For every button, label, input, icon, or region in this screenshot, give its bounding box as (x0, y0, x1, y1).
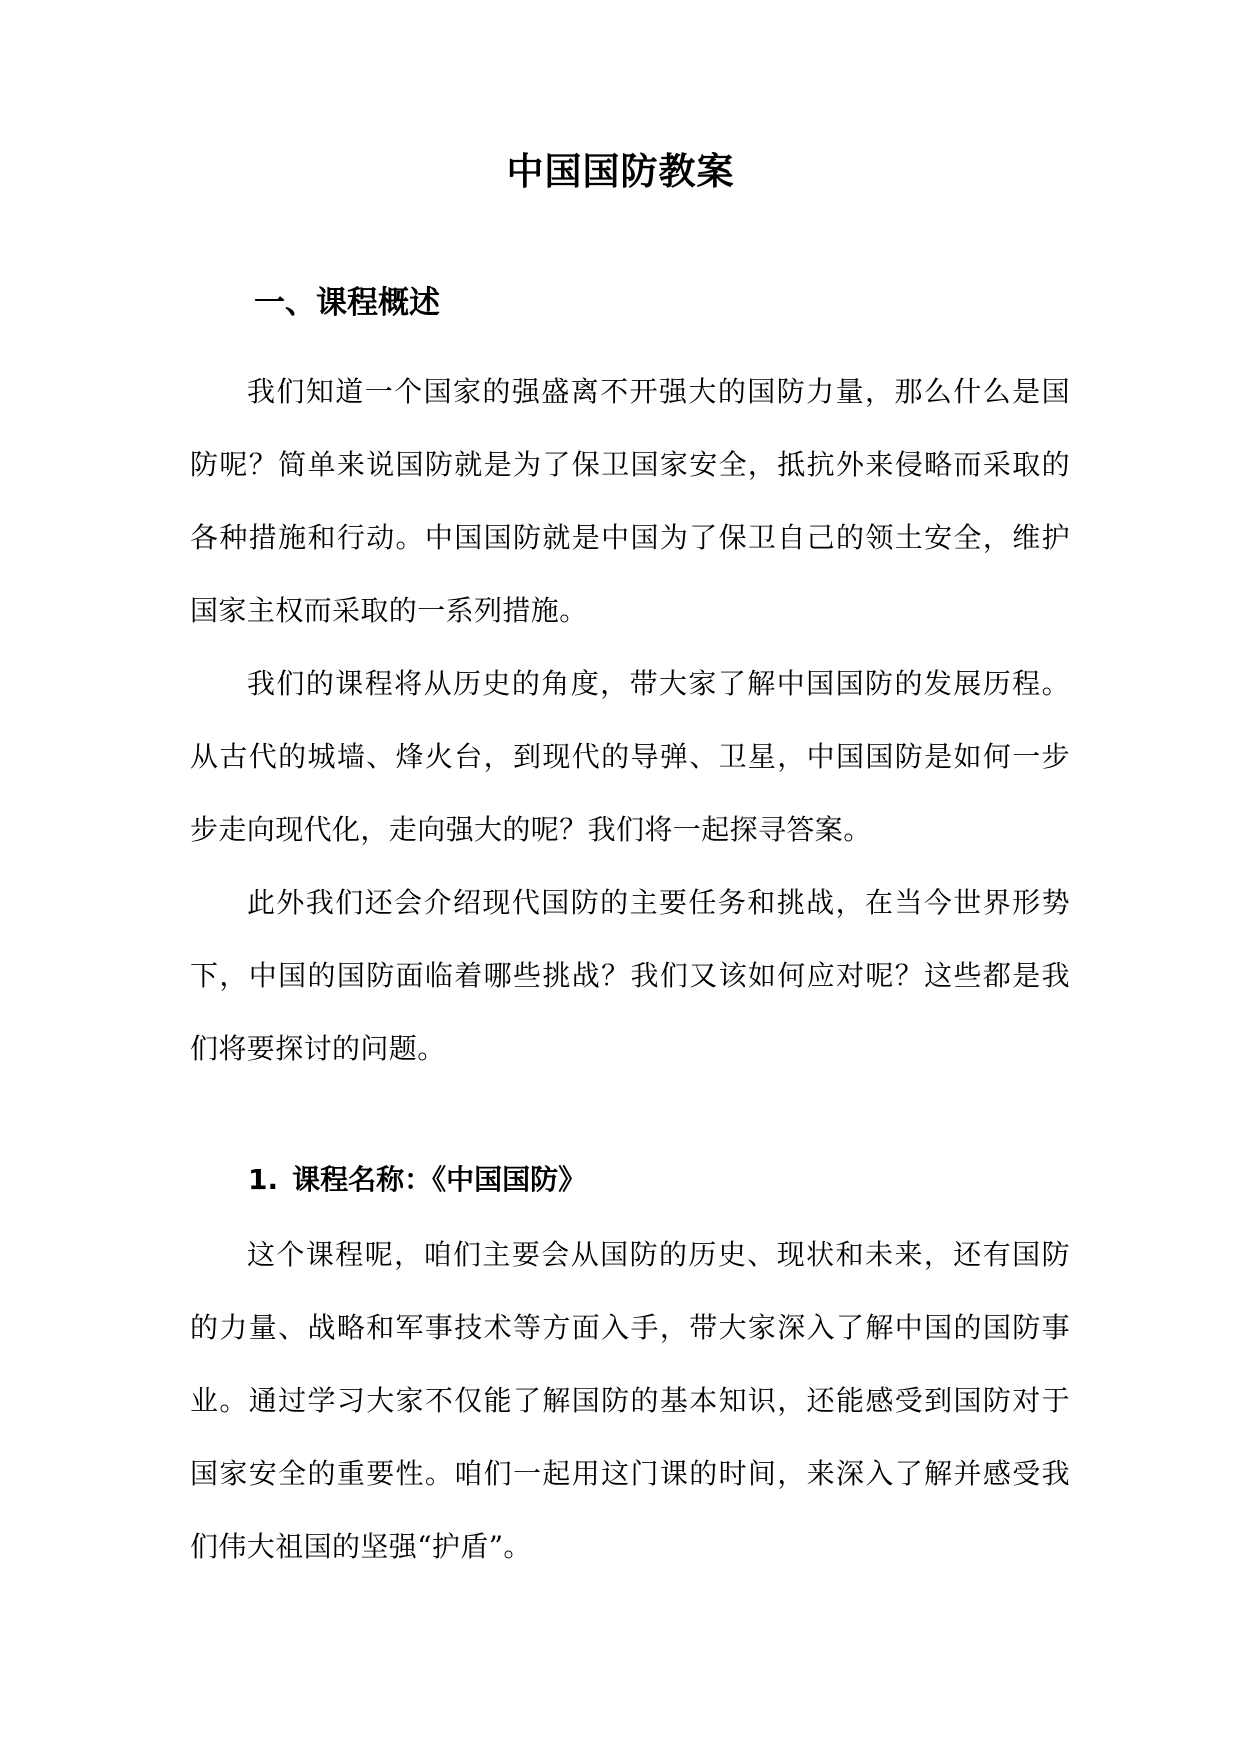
course-name-number: 1. (248, 1163, 279, 1196)
section-heading-course-overview: 一、课程概述 (254, 285, 440, 321)
document-title: 中国国防教案 (506, 150, 735, 193)
course-name-label: 课程名称：《中国国防》 (292, 1163, 587, 1196)
course-name-body (190, 1218, 1070, 1583)
overview-paragraph-1: 我们知道一个国家的强盛离不开强大的国防力量，那么什么是国防呢？简单来说国防就是为了保卫国家安全，抵抗外来侵略而采取的各种措施和行动。中国国防就是中国为了保卫自己的领土安全，维护国家主权而采取的一系列措施。 (190, 375, 1070, 627)
course-name-paragraph: 这个课程呢，咱们主要会从国防的历史、现状和未来，还有国防的力量、战略和军事技术等方面入手，带大家深入了解中国的国防事业。通过学习大家不仅能了解国防的基本知识，还能感受到国防对于国家安全的重要性。咱们一起用这门课的时间，来深入了解并感受我们伟大祖国的坚强“护盾”。 (190, 1238, 1070, 1563)
course-name-heading (248, 1160, 586, 1200)
overview-paragraph-2: 我们的课程将从历史的角度，带大家了解中国国防的发展历程。从古代的城墙、烽火台，到现代的导弹、卫星，中国国防是如何一步步走向现代化，走向强大的呢？我们将一起探寻答案。 (190, 667, 1070, 846)
overview-body (190, 355, 1070, 1085)
overview-paragraph-3: 此外我们还会介绍现代国防的主要任务和挑战，在当今世界形势下，中国的国防面临着哪些挑战？我们又该如何应对呢？这些都是我们将要探讨的问题。 (190, 886, 1070, 1065)
